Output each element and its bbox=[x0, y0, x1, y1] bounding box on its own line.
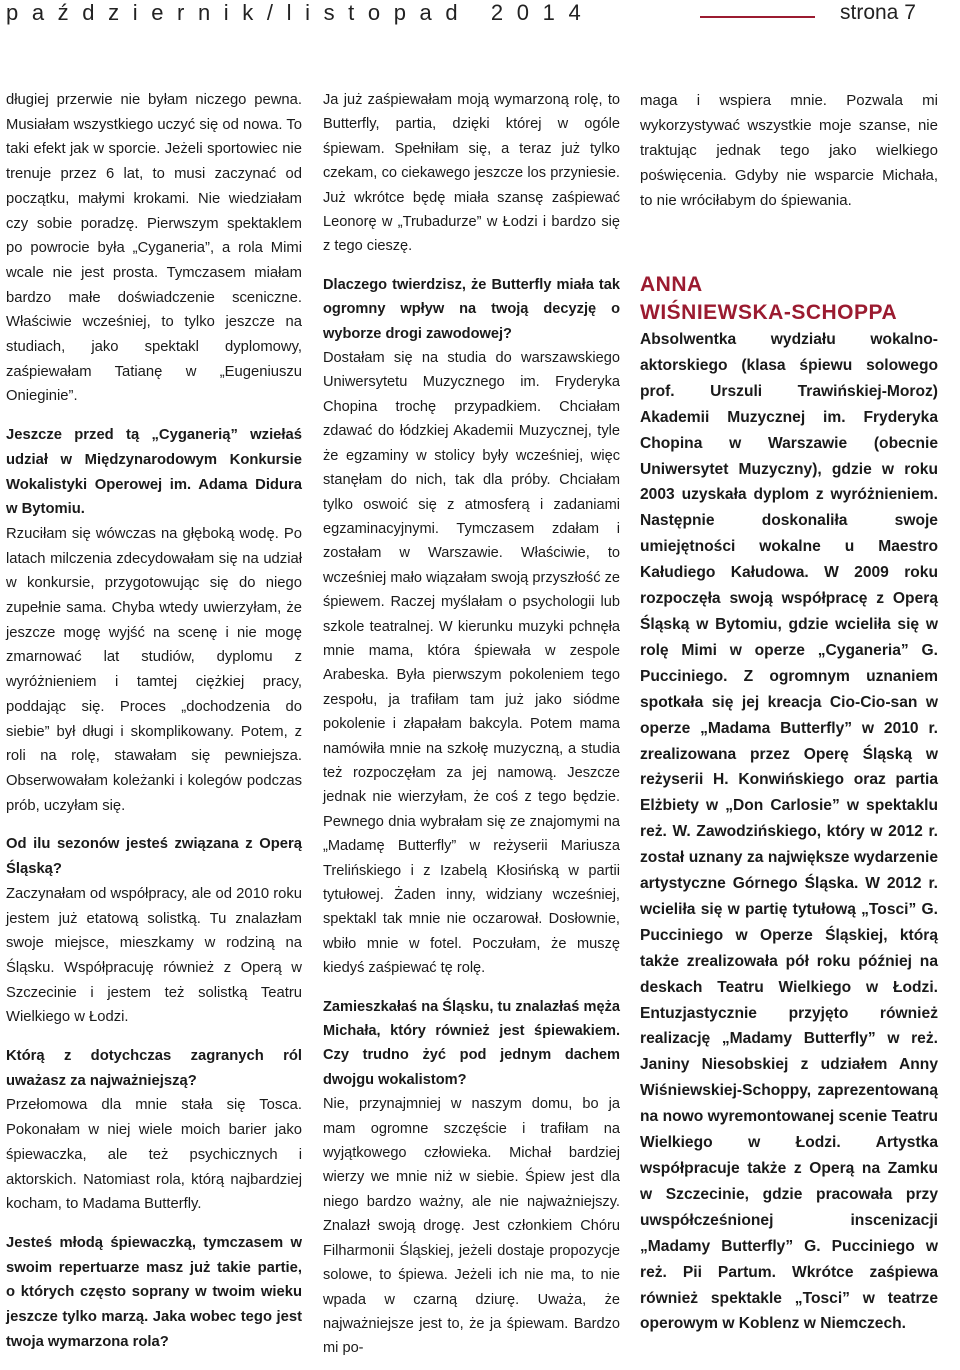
column-3 bbox=[640, 88, 938, 1337]
interview-question: Jesteś młodą śpiewaczką, tymczasem w swoim repertuarze masz już takie partie, o których często soprany w twoim wieku jeszcze tylko marzą. Jaka wobec tego jest twoja wymarzona rola? bbox=[6, 1234, 302, 1350]
bio-name-last: WIŚNIEWSKA-SCHOPPA bbox=[640, 301, 898, 324]
interview-question: Jeszcze przed tą „Cyganerią” wziełaś udział w Międzynarodowym Konkursie Wokalistyki Operowej im. Adama Didura w Bytomiu. bbox=[6, 427, 302, 518]
column-2 bbox=[323, 88, 620, 1361]
bio-text: Absolwentka wydziału wokalno-aktorskiego (klasa śpiewu solowego prof. Urszuli Trawińskiej-Moroz) Akademii Muzycznej im. Fryderyka Chopina w Warszawie (obecnie Uniwersytet Muzyczny), gdzie w roku 2003 uzyskała dyplom z wyróżnieniem. Następnie doskonaliła swoje umiejętności wokalne u Maestro Kałudiego Kałudowa. W 2009 roku rozpoczęła swoją współpracę z Operą Śląską w Bytomiu, gdzie wcieliła się w rolę Mimi w operze „Cyganeria” G. Pucciniego. Z ogromnym uznaniem spotkała się jej kreacja Cio-Cio-san w operze „Madama Butterfly” w 2010 r. zrealizowana przez Operę Śląską w reżyserii H. Konwińskiego oraz partia Elżbiety w „Don Carlosie” w spektaklu reż. W. Zawodzińskiego, który w 2012 r. został uznany za największe wydarzenie artystyczne Górnego Śląska. W 2012 r. wcieliła się w partię tytułową „Tosci” G. Pucciniego w Operze Śląskiej, którą także zrealizowała pół roku później na deskach Teatru Wielkiego w Łodzi. Entuzjastycznie przyjęto również realizację „Madamy Butterfly” w reż. Janiny Niesobskiej z udziałem Anny Wiśniewskiej-Schoppy, zaprezentowaną na nowo wyremontowanej scenie Teatru Wielkiego w Łodzi. Artystka współpracuje także z Operą na Zamku w Szczecinie, gdzie pracowała przy uwspółcześnionej inscenizacji „Madamy Butterfly” G. Pucciniego w reż. Pii Partum. Wkrótce zaśpiewa również spektakle „Tosci” w teatrze operowym w Koblenz w Niemczech. bbox=[640, 331, 938, 1333]
bio-name-first: ANNA bbox=[640, 273, 703, 296]
paragraph: maga i wspiera mnie. Pozwala mi wykorzystywać wszystkie moje szanse, nie traktując jednak tego jako wielkiego poświęcenia. Gdyby nie wsparcie Michała, to nie wróciłabym do śpiewania. bbox=[640, 92, 938, 209]
interview-question: Dlaczego twierdzisz, że Butterfly miała tak ogromny wpływ na twoją decyzję o wyborze drogi zawodowej? bbox=[323, 276, 620, 342]
interview-question: Którą z dotychczas zagranych ról uważasz za najważniejszą? bbox=[6, 1048, 302, 1089]
page-number: strona 7 bbox=[840, 1, 916, 24]
interview-answer: Rzuciłam się wówczas na głęboką wodę. Po latach milczenia zdecydowałam się na udział w konkursie, przygotowując się do niego zupełnie sama. Chyba wtedy uwierzyłam, że jeszcze mogę wyjść na scenę i nie mogę zmarnować lat studiów, dyplomu z wyróżnieniem i tamtej ciężkiej pracy, poddając się. Proces „dochodzenia do siebie” był długi i skomplikowany. Potem, z roli na rolę, stawałam się pewniejsza. Obserwowałam koleżanki i kolegów podczas prób, uczyłam się. bbox=[6, 525, 302, 814]
issue-date: październik/listopad 2014 bbox=[6, 0, 595, 25]
interview-answer: Przełomowa dla mnie stała się Tosca. Pokonałam w niej wiele moich barier jako śpiewaczka, ale też psychicznych i aktorskich. Natomiast rola, którą najbardziej kocham, to Madama Butterfly. bbox=[6, 1097, 302, 1213]
paragraph: długiej przerwie nie byłam niczego pewna. Musiałam wszystkiego uczyć się od nowa. To taki efekt jak w sporcie. Jeżeli sportowiec nie trenuje przez 6 lat, to musi zaczynać od początku, małymi krokami. Nie wiedziałam czy sobie poradzę. Pierwszym spektaklem po powrocie była „Cyganeria”, a rola Mimi wcale nie jest prosta. Tymczasem miałam bardzo małe doświadczenie sceniczne. Właściwie wcześniej, to tylko jeszcze na studiach, jako spektakl dyplomowy, zaśpiewałam Tatianę w „Eugeniuszu Onieginie”. bbox=[6, 92, 302, 405]
paragraph: Ja już zaśpiewałam moją wymarzoną rolę, to Butterfly, partia, dzięki której w ogóle śpiewam. Spełniłam się, a teraz już tylko czekam, co ciekawego jeszcze los przyniesie. Już wkrótce będę miała szansę zaśpiewać Leonorę w „Trubadurze” w Łodzi i bardzo się z tego cieszę. bbox=[323, 92, 620, 255]
column-1 bbox=[6, 88, 302, 1354]
page-header bbox=[0, 0, 960, 40]
interview-answer: Zaczynałam od współpracy, ale od 2010 roku jestem już etatową solistką. Tu znalazłam swoje miejsce, mieszkamy w rodziną na Śląsku. Współpracuję również z Operą w Szczecinie i jestem też solistką Teatru Wielkiego w Łodzi. bbox=[6, 885, 302, 1026]
interview-answer: Dostałam się na studia do warszawskiego Uniwersytetu Muzycznego im. Fryderyka Chopina trochę przypadkiem. Chciałam zdawać do łódzkiej Akademii Muzycznej, tyle że egzaminy w stolicy były wcześniej, więc stanęłam do nich, tak dla próby. Chciałam tylko oswoić się z atmosferą i zadaniami egzaminacyjnymi. Tymczasem zdałam i zostałam w Warszawie. Właściwie, to wcześniej mało wiązałam swoją przyszłość ze śpiewem. Raczej myślałam o psychologii lub szkole teatralnej. W kierunku muzyki pchnęła mnie mama, która śpiewała w zespole Arabeska. Była pierwszym pokoleniem tego zespołu, ja trafiłam tam już jako siódme pokolenie i złapałam bakcyla. Potem mama namówiła mnie na szkołę muzyczną, a studia też rozpoczęłam za jej namową. Jeszcze jednak nie wierzyłam, że coś z tego będzie. Pewnego dnia wybrałam się ze znajomymi na „Madamę Butterfly” w reżyserii Mariusza Trelińskiego i z Izabelą Kłosińską w partii tytułowej. Żaden inny, widziany wcześniej, spektakl tak mnie nie oczarował. Dosłownie, wbiło mnie w fotel. Poczułam, że muszę kiedyś zaśpiewać tę rolę. bbox=[323, 350, 620, 977]
interview-question: Zamieszkałaś na Śląsku, tu znalazłaś męża Michała, który również jest śpiewakiem. Czy trudno żyć pod jednym dachem dwojgu wokalistom? bbox=[323, 998, 620, 1088]
header-divider bbox=[700, 16, 815, 18]
interview-answer: Nie, przynajmniej w naszym domu, bo ja mam ogromne szczęście i trafiłam na wyjątkowego człowieka. Michał bardziej wierzy we mnie niż w siebie. Śpiew jest dla niego bardzo ważny, ale nie najważniejszy. Znalazł swoją drogę. Jest członkiem Chóru Filharmonii Śląskiej, jeżeli dostaje propozycje solowe, to śpiewa. Jeżeli ich nie ma, to nie wpada w czarną dziurę. Uważa, że najważniejsze jest to, że ja śpiewam. Bardzo mi po- bbox=[323, 1096, 620, 1357]
interview-question: Od ilu sezonów jesteś związana z Operą Śląską? bbox=[6, 836, 302, 878]
